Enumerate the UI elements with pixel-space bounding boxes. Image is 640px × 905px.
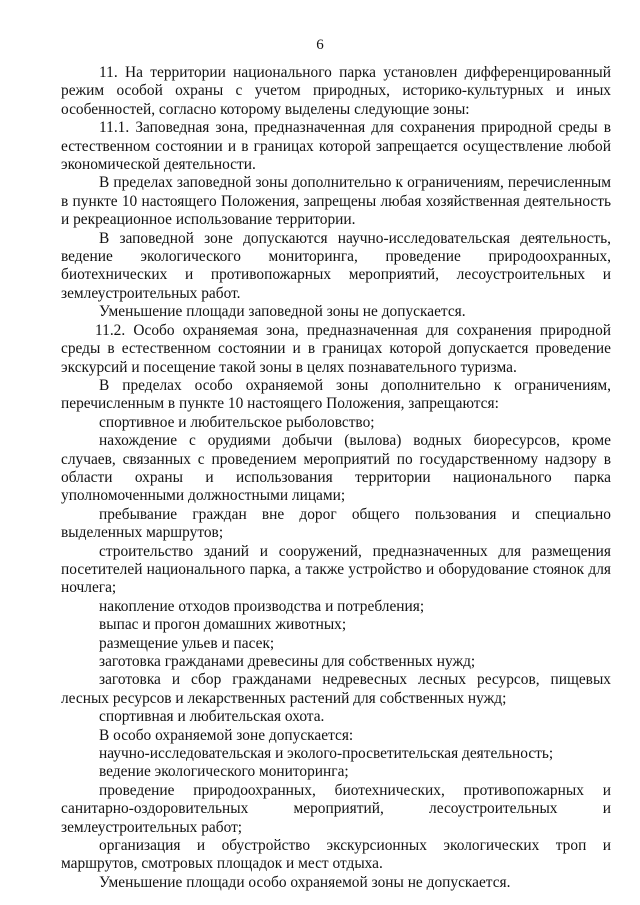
list-item: накопление отходов производства и потребления;	[99, 597, 425, 615]
list-item: размещение ульев и пасек;	[99, 634, 275, 652]
list-item: организация и обустройство экскурсионных экологических троп и маршрутов, смотровых площадок и мест отдыха.	[61, 837, 611, 873]
list-item: строительство зданий и сооружений, предназначенных для размещения посетителей национального парка, а также устройство и оборудование стоянок для ночлега;	[61, 542, 611, 597]
list-item: научно-исследовательская и эколого-просветительская деятельность;	[99, 745, 554, 763]
paragraph: В пределах заповедной зоны дополнительно к ограничениям, перечисленным в пункте 10 настоящего Положения, запрещены любая хозяйственная деятельность и рекреационное использование территории.	[61, 174, 611, 229]
page-number: 6	[316, 37, 324, 53]
paragraph: Уменьшение площади заповедной зоны не допускается.	[99, 303, 466, 321]
list-item: нахождение с орудиями добычи (вылова) водных биоресурсов, кроме случаев, связанных с проведением мероприятий по государственному надзору в области охраны и использования территории национального парка уполномоченными должностными лицами;	[61, 432, 611, 505]
list-item: выпас и прогон домашних животных;	[99, 616, 347, 634]
paragraph-11-2: 11.2. Особо охраняемая зона, предназначенная для сохранения природной среды в естественном состоянии и в границах которой допускается проведение экскурсий и посещение такой зоны в целях познавательного туризма.	[61, 321, 611, 376]
list-item: проведение природоохранных, биотехнических, противопожарных и санитарно-оздоровительных мероприятий, лесоустроительных и землеустроительных работ;	[61, 781, 611, 836]
list-item: ведение экологического мониторинга;	[99, 763, 349, 781]
list-item: спортивное и любительское рыболовство;	[99, 413, 375, 431]
list-item: пребывание граждан вне дорог общего пользования и специально выделенных маршрутов;	[61, 505, 611, 542]
paragraph: В пределах особо охраняемой зоны дополнительно к ограничениям, перечисленным в пункте 10 настоящего Положения, запрещаются:	[61, 376, 611, 413]
document-body	[61, 64, 611, 892]
paragraph: В особо охраняемой зоне допускается:	[99, 726, 354, 744]
list-item: заготовка и сбор гражданами недревесных лесных ресурсов, пищевых лесных ресурсов и лекарственных растений для собственных нужд;	[61, 671, 611, 707]
list-item: спортивная и любительская охота.	[99, 708, 325, 726]
list-item: заготовка гражданами древесины для собственных нужд;	[99, 653, 476, 670]
paragraph: Уменьшение площади особо охраняемой зоны не допускается.	[99, 873, 511, 891]
paragraph: В заповедной зоне допускаются научно-исследовательская деятельность, ведение экологического мониторинга, проведение природоохранных, биотехнических и противопожарных мероприятий, лесоустроительных и землеустроительных работ.	[61, 229, 611, 302]
paragraph-11-1: 11.1. Заповедная зона, предназначенная для сохранения природной среды в естественном состоянии и в границах которой запрещается осуществление любой экономической деятельности.	[61, 119, 611, 174]
paragraph-11: 11. На территории национального парка установлен дифференцированный режим особой охраны с учетом природных, историко-культурных и иных особенностей, согласно которому выделены следующие зоны:	[61, 64, 611, 118]
